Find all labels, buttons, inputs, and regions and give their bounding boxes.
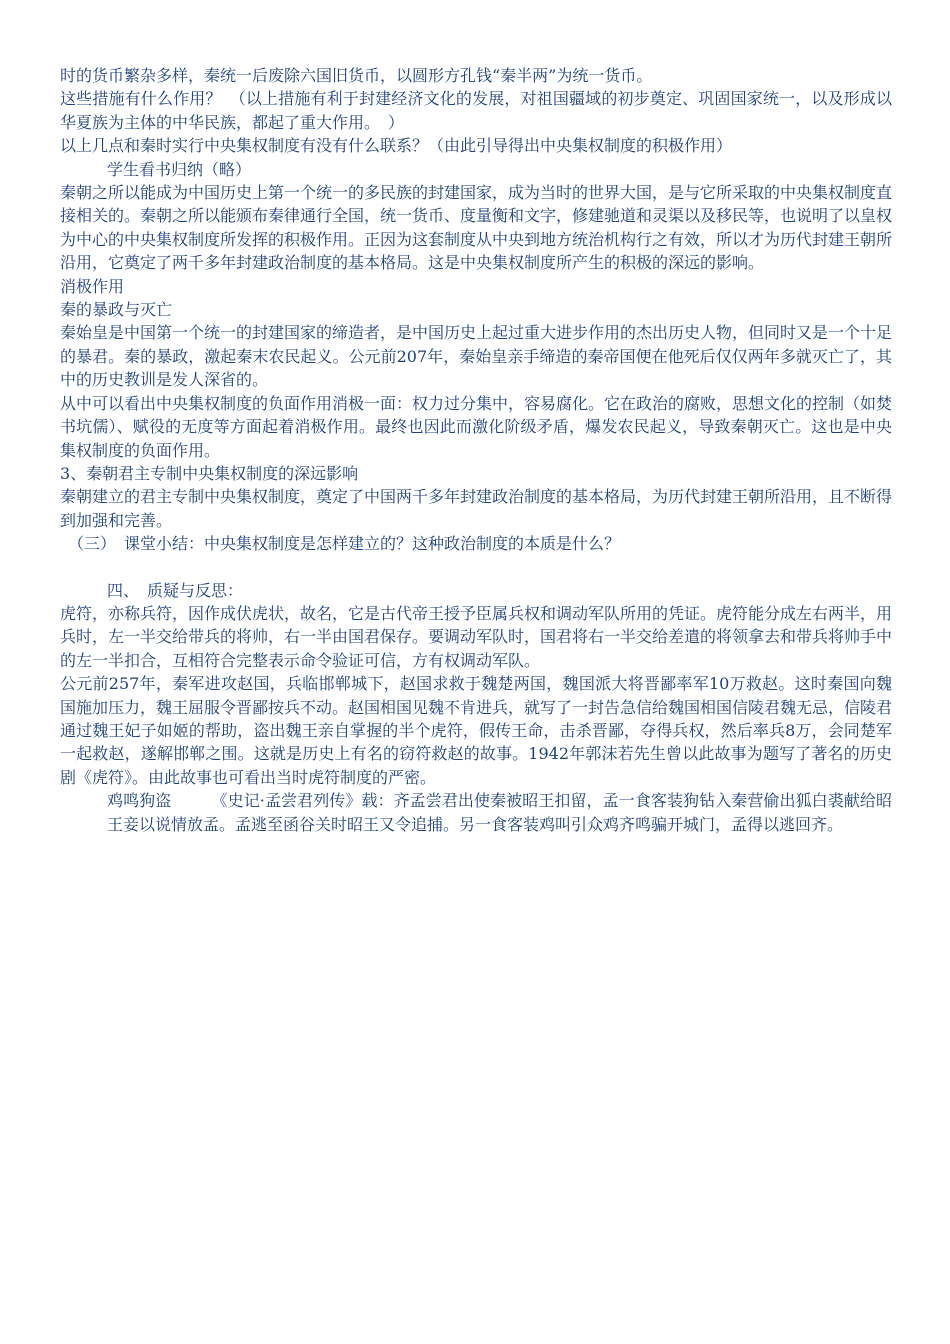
heading-questions-reflection: 四、 质疑与反思： [107,580,244,600]
paragraph-connection-question: 以上几点和秦时实行中央集权制度有没有什么联系？（由此引导得出中央集权制度的积极作用） [60,136,733,156]
paragraph-qin-shihuang: 秦始皇是中国第一个统一的封建国家的缔造者，是中国历史上起过重大进步作用的杰出历史人物，但同时又是一个十足的暴君。秦的暴政，激起秦末农民起义。公元前207年，秦始皇亲手缔造的秦帝国便在他死后仅仅两年多就灭亡了，其中的历史教训是发人深省的。 [60,323,893,390]
heading-negative-effects: 消极作用 [60,276,125,296]
spacer [60,556,892,579]
paragraph-student-summary: 学生看书归纳（略） [107,159,252,179]
paragraph-positive-effects: 秦朝之所以能成为中国历史上第一个统一的多民族的封建国家，成为当时的世界大国，是与它所采取的中央集权制度直接相关的。秦朝之所以能颁布秦律通行全国，统一货币、度量衡和文字，修建驰道和灵渠以及移民等，也说明了以皇权为中心的中央集权制度所发挥的积极作用。正因为这套制度从中央到地方统治机构行之有效，所以才为历代封建王朝所沿用，它奠定了两千多年封建政治制度的基本格局。这是中央集权制度所产生的积极的深远的影响。 [60,183,893,273]
paragraph-measures-question: 这些措施有什么作用？ （以上措施有利于封建经济文化的发展，对祖国疆域的初步奠定、巩固国家统一，以及形成以华夏族为主体的中华民族，都起了重大作用。 ） [60,89,892,132]
paragraph-cock-crow-dog-thief: 鸡鸣狗盗 《史记·孟尝君列传》载：齐孟尝君出使秦被昭王扣留，孟一食客装狗钻入秦营偷出狐白裘献给昭王妾以说情放孟。孟逃至函谷关时昭王又令追捕。另一食客装鸡叫引众鸡齐鸣骗开城门，孟得以逃回齐。 [107,791,892,834]
paragraph-tiger-tally: 虎符，亦称兵符，因作成伏虎状，故名，它是古代帝王授予臣属兵权和调动军队所用的凭证。虎符能分成左右两半，用兵时，左一半交给带兵的将帅，右一半由国君保存。要调动军队时，国君将右一半交给差遣的将领拿去和带兵将帅手中的左一半扣合，互相符合完整表示命令验证可信，方有权调动军队。 [60,603,893,670]
document-page [60,64,892,836]
paragraph-class-summary: （三） 课堂小结：中央集权制度是怎样建立的？这种政治制度的本质是什么？ [68,534,621,554]
paragraph-autocracy: 秦朝建立的君主专制中央集权制度，奠定了中国两千多年封建政治制度的基本格局，为历代封建王朝所沿用，且不断得到加强和完善。 [60,487,893,530]
paragraph-currency: 时的货币繁杂多样，秦统一后废除六国旧货币，以圆形方孔钱“秦半两”为统一货币。 [60,66,653,85]
heading-tyranny: 秦的暴政与灭亡 [60,300,173,320]
paragraph-negative-aspects: 从中可以看出中央集权制度的负面作用消极一面：权力过分集中，容易腐化。它在政治的腐败，思想文化的控制（如焚书坑儒）、赋役的无度等方面起着消极作用。最终也因此而激化阶级矛盾，爆发农民起义，导致秦朝灭亡。这也是中央集权制度的负面作用。 [60,393,893,460]
paragraph-stealing-tally: 公元前257年，秦军进攻赵国，兵临邯郸城下，赵国求救于魏楚两国，魏国派大将晋鄙率军10万救赵。这时秦国向魏国施加压力，魏王屈服令晋鄙按兵不动。赵国相国见魏不肯进兵，就写了一封告急信给魏国相国信陵君魏无忌，信陵君通过魏王妃子如姬的帮助，盗出魏王亲自掌握的半个虎符，假传王命，击杀晋鄙，夺得兵权，然后率兵8万，会同楚军一起救赵，遂解邯郸之围。这就是历史上有名的窃符救赵的故事。1942年郭沫若先生曾以此故事为题写了著名的历史剧《虎符》。由此故事也可看出当时虎符制度的严密。 [60,674,893,787]
heading-far-reaching-influence: 3、秦朝君主专制中央集权制度的深远影响 [60,463,359,483]
